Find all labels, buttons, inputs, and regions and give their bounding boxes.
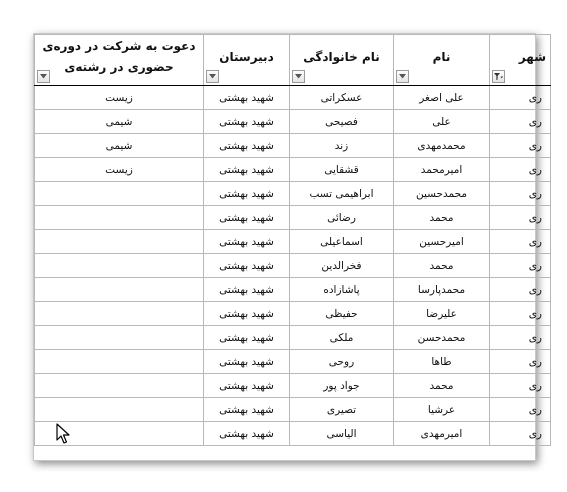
cell-city[interactable]: ری [490,278,551,302]
dropdown-arrow-icon[interactable] [292,70,305,83]
cell-invite[interactable]: شیمی [35,110,204,134]
cell-city[interactable]: ری [490,86,551,110]
cell-school[interactable]: شهید بهشتی [204,326,290,350]
cell-first-name[interactable]: محمد [394,206,490,230]
table-row [35,374,551,398]
cell-school[interactable]: شهید بهشتی [204,374,290,398]
header-last-name [290,35,394,86]
cell-last-name[interactable]: اسماعیلی [290,230,394,254]
cell-first-name[interactable]: علی [394,110,490,134]
dropdown-arrow-icon[interactable] [206,70,219,83]
cell-first-name[interactable]: عرشیا [394,398,490,422]
cell-city[interactable]: ری [490,158,551,182]
dropdown-arrow-icon[interactable] [396,70,409,83]
header-city-label: شهر [518,49,546,64]
spreadsheet-window [33,33,546,461]
header-invite-label: دعوت به شرکت در دوره‌ی حضوری در رشته‌ی [42,39,196,74]
table-row [35,158,551,182]
cell-school[interactable]: شهید بهشتی [204,350,290,374]
filtered-table [34,34,551,446]
cell-invite[interactable] [35,374,204,398]
cell-first-name[interactable]: محمدحسین [394,182,490,206]
cell-city[interactable]: ری [490,134,551,158]
cell-first-name[interactable]: محمد [394,374,490,398]
table-row [35,422,551,446]
cell-first-name[interactable]: علیرضا [394,302,490,326]
cell-school[interactable]: شهید بهشتی [204,134,290,158]
cell-last-name[interactable]: پاشازاده [290,278,394,302]
cell-invite[interactable] [35,326,204,350]
cell-last-name[interactable]: ابراهیمی تسب [290,182,394,206]
cell-school[interactable]: شهید بهشتی [204,110,290,134]
cell-invite[interactable] [35,398,204,422]
cell-invite[interactable] [35,350,204,374]
cell-city[interactable]: ری [490,374,551,398]
cell-invite[interactable] [35,302,204,326]
cell-city[interactable]: ری [490,254,551,278]
cell-invite[interactable]: شیمی [35,134,204,158]
cell-last-name[interactable]: عسکراتی [290,86,394,110]
table-row [35,398,551,422]
cell-school[interactable]: شهید بهشتی [204,158,290,182]
table-row [35,302,551,326]
cell-invite[interactable] [35,254,204,278]
table-body [35,86,551,446]
cell-first-name[interactable]: محمد [394,254,490,278]
header-invite [35,35,204,86]
cell-last-name[interactable]: الیاسی [290,422,394,446]
cell-first-name[interactable]: محمدپارسا [394,278,490,302]
cell-first-name[interactable]: طاها [394,350,490,374]
table-row [35,350,551,374]
table-row [35,254,551,278]
cell-school[interactable]: شهید بهشتی [204,206,290,230]
header-first-name [394,35,490,86]
cell-first-name[interactable]: محمدحسن [394,326,490,350]
cell-school[interactable]: شهید بهشتی [204,302,290,326]
cell-last-name[interactable]: فصیحی [290,110,394,134]
table-row [35,86,551,110]
cell-last-name[interactable]: جواد پور [290,374,394,398]
cell-invite[interactable]: زیست [35,158,204,182]
cell-invite[interactable] [35,206,204,230]
cell-city[interactable]: ری [490,182,551,206]
table-row [35,206,551,230]
cell-last-name[interactable]: زند [290,134,394,158]
table-row [35,134,551,158]
cell-city[interactable]: ری [490,350,551,374]
cell-last-name[interactable]: ملکی [290,326,394,350]
cell-invite[interactable] [35,230,204,254]
header-row [35,35,551,86]
table-row [35,110,551,134]
cell-invite[interactable] [35,182,204,206]
cell-invite[interactable] [35,422,204,446]
cell-invite[interactable] [35,278,204,302]
cell-city[interactable]: ری [490,206,551,230]
header-school [204,35,290,86]
header-last-name-label: نام خانوادگی [303,49,380,64]
cell-first-name[interactable]: امیرحسین [394,230,490,254]
cell-first-name[interactable]: امیرمهدی [394,422,490,446]
cell-last-name[interactable]: فخرالدین [290,254,394,278]
cell-first-name[interactable]: امیرمحمد [394,158,490,182]
cell-last-name[interactable]: قشقایی [290,158,394,182]
cell-school[interactable]: شهید بهشتی [204,230,290,254]
cell-school[interactable]: شهید بهشتی [204,254,290,278]
cell-city[interactable]: ری [490,422,551,446]
cell-last-name[interactable]: تصیری [290,398,394,422]
cell-school[interactable]: شهید بهشتی [204,278,290,302]
header-first-name-label: نام [432,49,451,64]
cell-first-name[interactable]: علی اصغر [394,86,490,110]
cell-city[interactable]: ری [490,230,551,254]
table-row [35,326,551,350]
cell-school[interactable]: شهید بهشتی [204,422,290,446]
cell-last-name[interactable]: روحی [290,350,394,374]
header-city [490,35,551,86]
cell-last-name[interactable]: حفیظی [290,302,394,326]
cell-city[interactable]: ری [490,326,551,350]
cell-school[interactable]: شهید بهشتی [204,182,290,206]
table-row [35,278,551,302]
cell-city[interactable]: ری [490,302,551,326]
dropdown-arrow-icon[interactable] [37,70,50,83]
cell-city[interactable]: ری [490,398,551,422]
table-row [35,182,551,206]
cell-city[interactable]: ری [490,110,551,134]
cell-school[interactable]: شهید بهشتی [204,86,290,110]
cell-last-name[interactable]: رضائی [290,206,394,230]
cell-invite[interactable]: زیست [35,86,204,110]
filter-active-icon[interactable] [492,70,505,83]
cell-school[interactable]: شهید بهشتی [204,398,290,422]
header-school-label: دبیرستان [219,49,274,64]
table-row [35,230,551,254]
cell-first-name[interactable]: محمدمهدی [394,134,490,158]
